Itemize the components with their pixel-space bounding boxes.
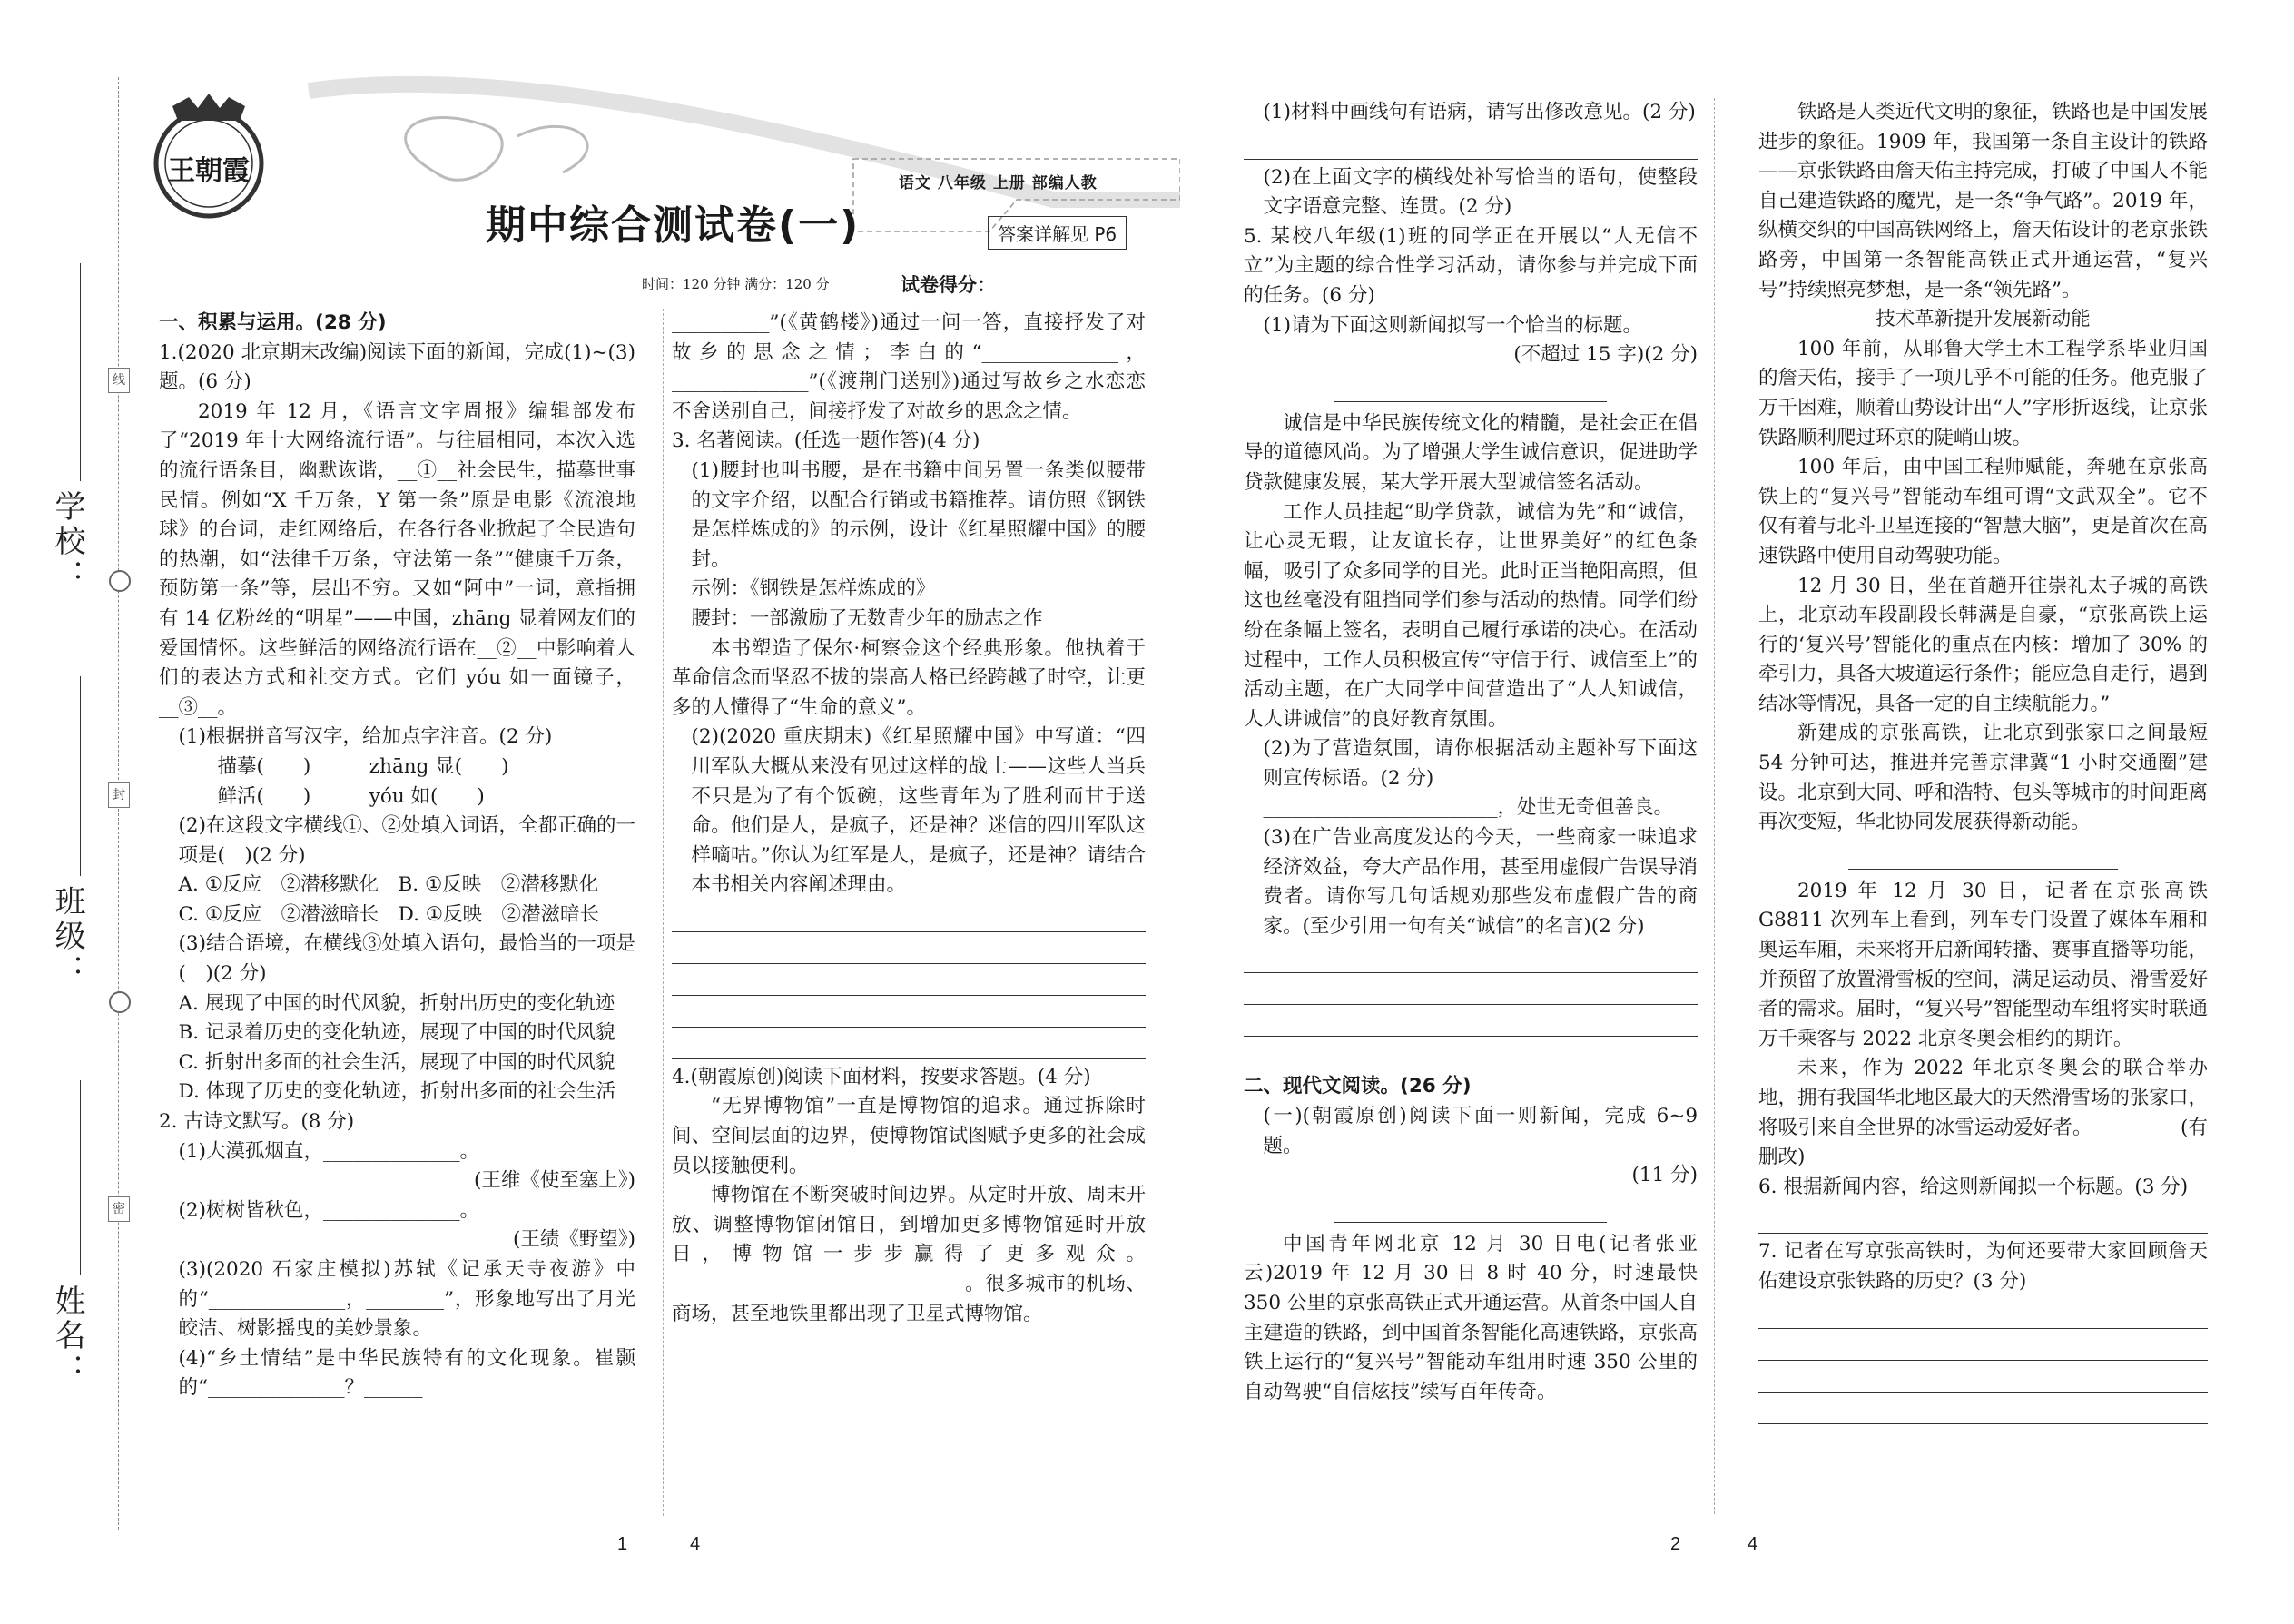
column-4 — [1758, 98, 2208, 1428]
paragraph: 2019 年 12 月，《语言文字周报》编辑部发布了“2019 年十大网络流行语”。与往届相同，本次入选的流行语条目，幽默诙谐，__①__社会民生，描摹世事民情。例如“X 千万条，Y 第一条”原是电影《流浪地球》的台词，走红网络后，在各行各业掀起了全民造句的热潮，如“法律千万条，守法第一条”“健康千万条，预防第一条”等，层出不穷。又如“阿中”一词，意指拥有 14 亿粉丝的“明星”——中国，zhāng 显着网友们的爱国情怀。这些鲜活的网络流行语在__②__中影响着人们的表达方式和社交方式。它们 yóu 如一面镜子，__③__。 — [159, 399, 635, 719]
name-field[interactable] — [80, 1080, 81, 1275]
paragraph: 铁路是人类近代文明的象征，铁路也是中国发展进步的象征。1909 年，我国第一条自主设计的铁路——京张铁路由詹天佑主持完成，打破了中国人不能自己建造铁路的魔咒，是一条“争气路”。2019 年，纵横交织的中国高铁网络上，詹天佑设计的老京张铁路旁，中国第一条智能高铁正式开通运营，“复兴号”持续照亮梦想，是一条“领先路”。 — [1758, 101, 2208, 301]
paragraph: (2)树树皆秋色，______________。 — [178, 1198, 479, 1222]
name-label: 姓名： — [49, 1284, 85, 1388]
time-info: 时间：120 分钟 满分：120 分 — [642, 276, 830, 292]
paragraph: C. 折射出多面的社会生活，展现了中国的时代风貌 — [178, 1050, 615, 1074]
paragraph: (1)请为下面这则新闻拟写一个恰当的标题。 — [1263, 313, 1642, 337]
paragraph: A. 展现了中国的时代风貌，折射出历史的变化轨迹 — [178, 991, 615, 1015]
paragraph: B. 记录着历史的变化轨迹，展现了中国的时代风貌 — [178, 1021, 615, 1045]
page-number: 1 — [617, 1534, 628, 1554]
paragraph: 技术革新提升发展新动能 — [1876, 308, 2091, 331]
section-heading: 一、积累与运用。(28 分) — [159, 311, 387, 334]
paragraph: 博物馆在不断突破时间边界。从定时开放、周末开放、调整博物馆闭馆日，到增加更多博物馆延时开放日，博物馆一步步赢得了更多观众。______________________________。很多城市的机场、商场，甚至地铁里都出现了卫星式博物馆。 — [672, 1184, 1146, 1325]
paragraph: 工作人员挂起“助学贷款，诚信为先”和“诚信，让心灵无瑕，让友谊长存，让世界美好”的红色条幅，吸引了众多同学的目光。此时正当艳阳高照，但这也丝毫没有阻挡同学们参与活动的热情。同学们纷纷在条幅上签名，表明自己履行承诺的决心。在活动过程中，工作人员积极宣传“守信于行、诚信至上”的活动主题，在广大同学中间营造出了“人人知诚信，人人讲诚信”的良好教育氛围。 — [1244, 500, 1698, 731]
binding-hole — [109, 570, 131, 592]
paragraph: (王绩《野望》) — [512, 1228, 635, 1252]
paragraph: 本书塑造了保尔·柯察金这个经典形象。他执着于革命信念而坚忍不拔的崇高人格已经跨越了时空，让更多的人懂得了“生命的意义”。 — [672, 636, 1146, 719]
answer-line[interactable] — [672, 936, 1146, 964]
seal-char: 线 — [108, 368, 130, 393]
answer-line[interactable] — [1244, 1009, 1698, 1037]
binding-hole — [109, 991, 131, 1013]
paragraph: (王维《使至塞上》) — [473, 1169, 635, 1193]
question-text: 4.(朝霞原创)阅读下面材料，按要求答题。(4 分) — [672, 1065, 1091, 1088]
seal-char: 封 — [108, 782, 130, 808]
seal-char: 密 — [108, 1196, 130, 1222]
paragraph: (3)结合语境，在横线③处填入语句，最恰当的一项是( )(2 分) — [178, 932, 635, 986]
question-text: 1.(2020 北京期末改编)阅读下面的新闻，完成(1)~(3)题。(6 分) — [159, 340, 635, 394]
paragraph: 100 年前，从耶鲁大学土木工程学系毕业归国的詹天佑，接手了一项几乎不可能的任务。他克服了万千困难，顺着山势设计出“人”字形折返线，让京张铁路顺利爬过环京的陡峭山坡。 — [1758, 337, 2208, 449]
column-2 — [672, 309, 1146, 1329]
paragraph: (2)在这段文字横线①、②处填入词语，全都正确的一项是( )(2 分) — [178, 814, 635, 867]
paragraph: 100 年后，由中国工程师赋能，奔驰在京张高铁上的“复兴号”智能动车组可谓“文武双全”。它不仅有着与北斗卫星连接的“智慧大脑”，更是首次在高速铁路中使用自动驾驶功能。 — [1758, 456, 2208, 567]
paragraph: __________”(《黄鹤楼》)通过一问一答，直接抒发了对故乡的思念之情；李白的“______________，______________”(《渡荆门送别》)通过写故乡之水恋恋不舍送别自己，间接抒发了对故乡的思念之情。 — [672, 311, 1146, 423]
question-text: 2. 古诗文默写。(8 分) — [159, 1110, 355, 1134]
question-text: 3. 名著阅读。(任选一题作答)(4 分) — [672, 429, 980, 453]
paragraph: (1)大漠孤烟直，______________。 — [178, 1139, 479, 1163]
page-title: 期中综合测试卷(一) — [486, 202, 861, 249]
paragraph: 腰封：一部激励了无数青少年的励志之作 — [691, 606, 1043, 630]
answer-line[interactable] — [1244, 1040, 1698, 1068]
section-heading: 二、现代文阅读。(26 分) — [1244, 1075, 1472, 1098]
paragraph: (2)为了营造氛围，请你根据活动主题补写下面这则宣传标语。(2 分) — [1263, 737, 1698, 790]
question-text: 6. 根据新闻内容，给这则新闻拟一个标题。(3 分) — [1758, 1175, 2189, 1198]
column-1 — [159, 309, 635, 1403]
answer-line[interactable] — [1758, 1301, 2208, 1329]
answer-line[interactable] — [1758, 1396, 2208, 1424]
paragraph: (4)“乡土情结”是中华民族特有的文化现象。崔颢的“______________？______ — [178, 1346, 635, 1400]
paragraph: “无界博物馆”一直是博物馆的追求。通过拆除时间、空间层面的边界，使博物馆试图赋予更多的社会成员以接触便利。 — [672, 1095, 1146, 1177]
class-label: 班级： — [49, 885, 85, 989]
paragraph: 12 月 30 日，坐在首趟开往崇礼太子城的高铁上，北京动车段副段长韩满是自豪，“京张高铁上运行的‘复兴号’智能化的重点在内核：增加了 30% 的牵引力，具备大坡道运行条件；能应急自走行，遇到结冰等情况，具备一定的自主续航能力。” — [1758, 574, 2208, 715]
paragraph: 中国青年网北京 12 月 30 日电(记者张亚云)2019 年 12 月 30 日 8 时 40 分，时速最快 350 公里的京张高铁正式开通运营。从首条中国人自主建造的铁路，到中国首条智能化高速铁路，京张高铁上运行的“复兴号”智能动车组用时速 350 公里的自动驾驶“自信炫技”续写百年传奇。 — [1244, 1232, 1698, 1403]
answer-line[interactable] — [672, 968, 1146, 996]
answer-line[interactable] — [672, 999, 1146, 1028]
paragraph: 描摹( ) zhāng 显( ) — [178, 754, 509, 778]
answer-line[interactable] — [1244, 945, 1698, 973]
paragraph: (3)在广告业高度发达的今天，一些商家一味追求经济效益，夸大产品作用，甚至用虚假广告误导消费者。请你写几句话规劝那些发布虚假广告的商家。(至少引用一句有关“诚信”的名言)(2 分) — [1263, 826, 1698, 938]
answer-line[interactable] — [1244, 132, 1698, 160]
question-text: 7. 记者在写京张高铁时，为何还要带大家回顾詹天佑建设京张铁路的历史？(3 分) — [1758, 1240, 2208, 1293]
answer-line[interactable] — [672, 904, 1146, 932]
paragraph: C. ①反应 ②潜滋暗长 D. ①反映 ②潜滋暗长 — [178, 902, 600, 926]
page-number: 4 — [690, 1534, 701, 1554]
paragraph: D. 体现了历史的变化轨迹，折射出多面的社会生活 — [178, 1080, 616, 1104]
paragraph: 新建成的京张高铁，让北京到张家口之间最短 54 分钟可达，推进并完善京津冀“1 小时交通圈”建设。北京到大同、呼和浩特、包头等城市的时间距离再次变短，华北协同发展获得新动能。 — [1758, 722, 2208, 834]
answer-line[interactable] — [1758, 1333, 2208, 1361]
paragraph: 鲜活( ) yóu 如( ) — [178, 784, 485, 808]
paragraph: (2)(2020 重庆期末)《红星照耀中国》中写道：“四川军队大概从来没有见过这样的战士——这些人当兵不只是为了有个饭碗，这些青年为了胜利而甘于送命。他们是人，是疯子，还是神？迷信的四川军队这样嘀咕。”你认为红军是人，是疯子，还是神？请结合本书相关内容阐述理由。 — [691, 725, 1146, 897]
paragraph: ________________________，处世无奇但善良。 — [1263, 796, 1674, 820]
paragraph: (1)腰封也叫书腰，是在书籍中间另置一条类似腰带的文字介绍，以配合行销或书籍推荐。请仿照《钢铁是怎样炼成的》的示例，设计《红星照耀中国》的腰封。 — [691, 458, 1146, 571]
school-field[interactable] — [80, 263, 81, 481]
column-divider — [1714, 98, 1715, 1514]
paragraph: 诚信是中华民族传统文化的精髓，是社会正在倡导的道德风尚。为了增强大学生诚信意识，促进助学贷款健康发展，某大学开展大型诚信签名活动。 — [1244, 411, 1698, 494]
title-blank-line[interactable] — [1334, 1195, 1607, 1223]
paragraph: (1)材料中画线句有语病，请写出修改意见。(2 分) — [1263, 101, 1696, 123]
answer-line[interactable] — [672, 1031, 1146, 1059]
column-3 — [1244, 98, 1698, 1407]
title-blank-line[interactable] — [1334, 374, 1607, 402]
page-number: 2 — [1670, 1534, 1681, 1554]
class-field[interactable] — [80, 676, 81, 876]
brand-text: 王朝霞 — [168, 155, 250, 187]
paragraph: 示例：《钢铁是怎样炼成的》 — [691, 577, 936, 601]
paragraph: (一)(朝霞原创)阅读下面一则新闻，完成 6~9 题。 — [1263, 1105, 1698, 1157]
paragraph: 未来，作为 2022 年北京冬奥会的联合举办地，拥有我国华北地区最大的天然滑雪场的张家口，将吸引来自全世界的冰雪运动爱好者。 (有删改) — [1758, 1057, 2208, 1169]
paragraph: (11 分) — [1631, 1164, 1698, 1187]
page-number: 4 — [1748, 1534, 1758, 1554]
paragraph: (2)在上面文字的横线处补写恰当的语句，使整段文字语意完整、连贯。(2 分) — [1263, 165, 1698, 219]
answer-line[interactable] — [1758, 1364, 2208, 1393]
meta-info: 语文 八年级 上册 部编人教 — [899, 174, 1098, 192]
answer-ref: 答案详解见 P6 — [988, 216, 1127, 250]
school-label: 学校： — [49, 490, 85, 594]
paragraph: (不超过 15 字)(2 分) — [1513, 343, 1698, 367]
answer-line[interactable] — [1758, 1206, 2208, 1234]
paragraph: A. ①反应 ②潜移默化 B. ①反映 ②潜移默化 — [178, 873, 599, 897]
score-label: 试卷得分： — [901, 274, 996, 296]
title-blank-line[interactable] — [1848, 842, 2118, 870]
question-text: 5. 某校八年级(1)班的同学正在开展以“人无信不立”为主题的综合性学习活动，请你参与并完成下面的任务。(6 分) — [1244, 224, 1698, 307]
paragraph: (3)(2020 石家庄模拟)苏轼《记承天寺夜游》中的“______________，________”，形象地写出了月光皎洁、树影摇曳的美妙景象。 — [178, 1258, 635, 1341]
paragraph: (1)根据拼音写汉字，给加点字注音。(2 分) — [178, 725, 553, 749]
column-divider — [663, 309, 664, 1516]
answer-line[interactable] — [1244, 977, 1698, 1005]
paragraph: 2019 年 12 月 30 日，记者在京张高铁 G8811 次列车上看到，列车专门设置了媒体车厢和奥运车厢，未来将开启新闻转播、赛事直播等功能，并预留了放置滑雪板的空间，满足运动员、滑雪爱好者的需求。届时，“复兴号”智能型动车组将实时联通万千乘客与 2022 北京冬奥会相约的期许。 — [1758, 879, 2208, 1050]
